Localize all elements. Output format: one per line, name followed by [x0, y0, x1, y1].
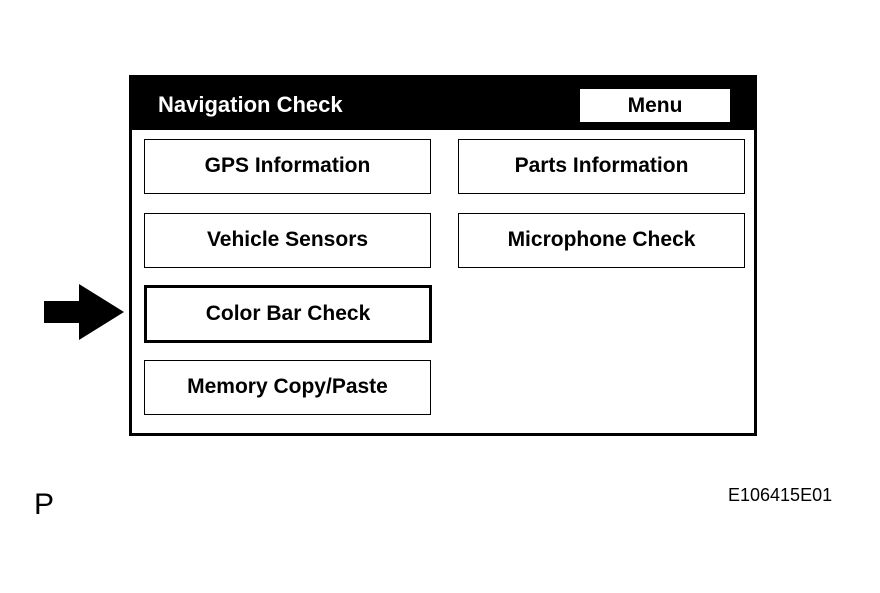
- figure-code: E106415E01: [728, 485, 833, 505]
- right-arrow-icon: [44, 284, 124, 340]
- vehicle-sensors-button[interactable]: Vehicle Sensors: [144, 213, 431, 268]
- microphone-check-button[interactable]: Microphone Check: [458, 213, 745, 268]
- figure-label-p: P: [34, 488, 55, 521]
- gps-information-button[interactable]: GPS Information: [144, 139, 431, 194]
- parts-information-button[interactable]: Parts Information: [458, 139, 745, 194]
- navigation-check-screen: [129, 75, 757, 436]
- title-bar: [132, 78, 754, 130]
- screen-title: Navigation Check: [158, 92, 343, 117]
- color-bar-check-button[interactable]: Color Bar Check: [144, 285, 432, 343]
- memory-copy-paste-button[interactable]: Memory Copy/Paste: [144, 360, 431, 415]
- menu-button[interactable]: Menu: [580, 89, 730, 122]
